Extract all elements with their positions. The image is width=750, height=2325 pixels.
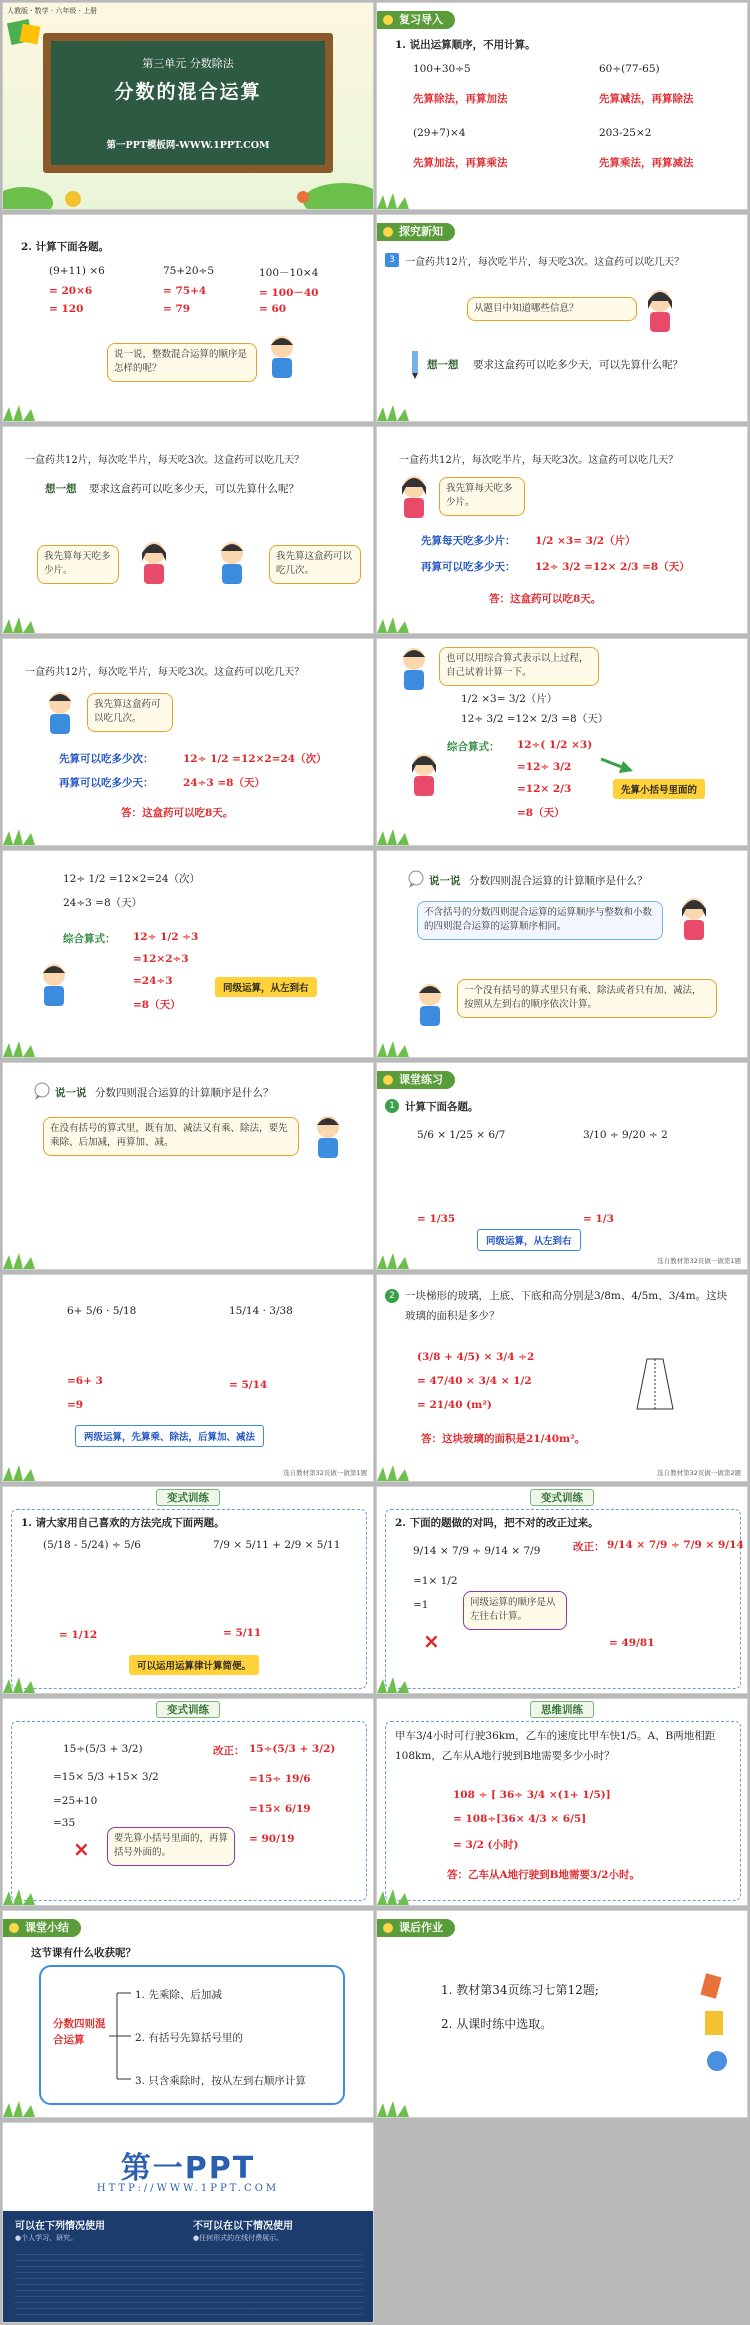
grass-icon — [377, 403, 411, 421]
empty-area — [376, 2122, 748, 2323]
combined-step-3: =8（天） — [517, 807, 565, 819]
calc-1-result: =9 — [67, 1399, 84, 1411]
slide-calc[interactable] — [2, 214, 374, 422]
girl-avatar-icon — [643, 287, 677, 333]
grass-icon — [3, 1675, 37, 1693]
think-label: 想一想 — [427, 359, 459, 371]
fix-line-0: 9/14 × 7/9 ÷ 7/9 × 9/14 — [607, 1539, 744, 1551]
answer: 答：乙车从A地行驶到B地需要3/2小时。 — [447, 1869, 640, 1881]
slide-think[interactable] — [2, 426, 374, 634]
calc-1-result: = 1/12 — [59, 1629, 98, 1641]
combined-step-2: =24÷3 — [133, 975, 173, 987]
section-tag: 课堂练习 — [377, 1071, 455, 1089]
lesson-title: 分数的混合运算 — [114, 81, 262, 103]
slide-practice-2[interactable] — [2, 1274, 374, 1482]
boy-avatar-icon — [311, 1113, 345, 1159]
rule-note: 同级运算，从左到右 — [215, 977, 317, 997]
section-tag: 变式训练 — [156, 1489, 220, 1506]
calc-1-line-0: (9+11) ×6 — [49, 265, 105, 277]
combined-step-0: 12÷( 1/2 ×3) — [517, 739, 593, 751]
speech-bubble-left: 我先算每天吃多少片。 — [37, 545, 119, 584]
boy-avatar-icon — [413, 981, 447, 1027]
unit-label: 第三单元 分数除法 — [142, 57, 234, 70]
answer-3: 先算加法，再算乘法 — [413, 157, 508, 169]
section-tag: 课堂小结 — [3, 1919, 81, 1937]
grass-icon — [377, 1675, 411, 1693]
wrong-line-0: 9/14 × 7/9 ÷ 9/14 × 7/9 — [413, 1545, 541, 1557]
section-tag: 变式训练 — [530, 1489, 594, 1506]
rule-bubble: 在没有括号的算式里，既有加、减法又有乘、除法，要先乘除、后加减，再算加、减。 — [43, 1117, 299, 1156]
step-1-label: 先算可以吃多少次： — [59, 753, 154, 765]
problem-text: 一盒药共12片，每次吃半片，每天吃3次。这盒药可以吃几天？ — [25, 667, 305, 678]
think-text: 要求这盒药可以吃多少天，可以先算什么呢？ — [473, 359, 683, 371]
grass-icon — [3, 1463, 37, 1481]
grass-icon — [377, 1463, 411, 1481]
speech-bubble: 要先算小括号里面的，再算括号外面的。 — [107, 1827, 235, 1866]
slide-method-1[interactable] — [376, 426, 748, 634]
slide-practice-3[interactable] — [376, 1274, 748, 1482]
wrong-line-1: =1× 1/2 — [413, 1575, 458, 1587]
question: 计算下面各题。 — [405, 1101, 479, 1113]
rule-note: 两级运算，先算乘、除法，后算加、减法 — [75, 1425, 264, 1447]
boy-avatar-icon — [397, 645, 431, 691]
cannot-use-desc: ●任何形式的在线付费展示。 — [193, 2234, 284, 2242]
section-tag: 复习导入 — [377, 11, 455, 29]
calc-2-expr: 3/10 ÷ 9/20 ÷ 2 — [583, 1129, 668, 1141]
calc-1-expr: 6+ 5/6 · 5/18 — [67, 1305, 137, 1317]
problem-text: 甲车3/4小时可行驶36km，乙车的速度比甲车快1/5。A、B两地相距108km，乙车从A地行驶到B地需要多少小时？ — [395, 1730, 716, 1762]
problem-number: 3 — [385, 253, 399, 267]
think-text: 要求这盒药可以吃多少天，可以先算什么呢？ — [89, 483, 299, 495]
fix-label: 改正： — [213, 1745, 245, 1757]
formula-1: 12÷ 1/2 =12×2=24（次） — [63, 873, 201, 885]
question: 这节课有什么收获呢？ — [31, 1947, 136, 1959]
calc-2-result: = 1/3 — [583, 1213, 614, 1225]
rule-bubble-1: 不含括号的分数四则混合运算的运算顺序与整数和小数的四则混合运算的运算顺序相同。 — [417, 901, 663, 940]
step-2-formula: 12÷ 3/2 =12× 2/3 =8（天） — [535, 561, 690, 573]
problem-text: 一块梯形的玻璃，上底、下底和高分别是3/8m、4/5m、3/4m。这块玻璃的面积是多少？ — [405, 1290, 728, 1322]
calc-2-line-1: = 75+4 — [163, 285, 207, 297]
calc-1-result: = 1/35 — [417, 1213, 456, 1225]
speech-bubble: 说一说，整数混合运算的顺序是怎样的呢？ — [107, 343, 257, 382]
grass-icon — [3, 1887, 37, 1905]
slide-explore[interactable] — [376, 214, 748, 422]
publisher-label: 人教版 · 数学 · 六年级 · 上册 — [7, 7, 98, 15]
summary-center: 分数四则混合运算 — [53, 2018, 106, 2046]
fix-label: 改正： — [573, 1541, 605, 1553]
slide-say-1[interactable] — [376, 850, 748, 1058]
calc-2-expr: 7/9 × 5/11 + 2/9 × 5/11 — [213, 1539, 341, 1551]
slide-cover[interactable] — [2, 2, 374, 210]
fix-line-3: = 90/19 — [249, 1833, 295, 1845]
calc-2-expr: 15/14 · 3/38 — [229, 1305, 293, 1317]
combined-label: 综合算式： — [447, 741, 500, 753]
wrong-line-0: 15÷(5/3 + 3/2) — [63, 1743, 143, 1755]
answer: 答：这盒药可以吃8天。 — [121, 807, 234, 819]
calc-1-line-1: = 20×6 — [49, 285, 93, 297]
fix-line-1: =15÷ 19/6 — [249, 1773, 311, 1785]
grass-icon — [3, 615, 37, 633]
question: 2. 计算下面各题。 — [21, 241, 110, 253]
grass-icon — [3, 827, 37, 845]
calc-2-line-2: = 79 — [163, 303, 191, 315]
formula-2: 24÷3 =8（天） — [63, 897, 143, 909]
speech-bubble: 从题目中知道哪些信息？ — [467, 297, 637, 321]
fix-line-2: =15× 6/19 — [249, 1803, 311, 1815]
ppt-logo: 第一PPT — [120, 2151, 256, 2186]
slide-variant-1[interactable] — [2, 1486, 374, 1694]
formula-1: (3/8 + 4/5) × 3/4 ÷2 — [417, 1351, 535, 1363]
grass-icon — [3, 403, 37, 421]
expr-2: 60÷(77-65) — [599, 63, 660, 75]
step-1-formula: 1/2 ×3= 3/2（片） — [535, 535, 636, 547]
grass-icon — [377, 1251, 411, 1269]
site-label: 第一PPT模板网-WWW.1PPT.COM — [106, 140, 270, 151]
section-tag: 思维训练 — [530, 1701, 594, 1718]
arrow-icon — [599, 755, 635, 775]
expr-1: 100+30÷5 — [413, 63, 471, 75]
grass-icon — [377, 191, 411, 209]
cannot-use-title: 不可以在以下情况使用 — [193, 2221, 293, 2232]
boy-avatar-icon — [265, 333, 299, 379]
grass-icon — [3, 1039, 37, 1057]
girl-avatar-icon — [407, 751, 441, 797]
problem-text: 一盒药共12片，每次吃半片，每天吃3次。这盒药可以吃几天？ — [405, 257, 685, 268]
boy-avatar-icon — [215, 539, 249, 585]
speech-bubble: 我先算每天吃多少片。 — [439, 477, 525, 516]
homework-item-2: 2. 从课时练中选取。 — [441, 2017, 553, 2031]
credits-links — [15, 2249, 363, 2319]
step-2-label: 再算可以吃多少天： — [59, 777, 154, 789]
grass-icon — [377, 827, 411, 845]
combined-step-3: =8（天） — [133, 999, 181, 1011]
say-label: 说一说 — [55, 1087, 87, 1099]
answer-2: 先算减法，再算除法 — [599, 93, 694, 105]
summary-item-3: 3. 只含乘除时，按从左到右顺序计算 — [135, 2075, 306, 2087]
footnote: 选自教材第32页做一做第1题 — [657, 1257, 741, 1265]
answer-4: 先算乘法，再算减法 — [599, 157, 694, 169]
rule-note: 先算小括号里面的 — [613, 779, 705, 799]
combined-step-2: =12× 2/3 — [517, 783, 572, 795]
wrong-line-2: =25+10 — [53, 1795, 98, 1807]
slide-review[interactable] — [376, 2, 748, 210]
calc-2-result: = 5/14 — [229, 1379, 268, 1391]
pencil-icon — [407, 349, 423, 379]
chat-icon — [33, 1081, 51, 1101]
rule-bubble-2: 一个没有括号的算式里只有乘、除法或者只有加、减法，按照从左到右的顺序依次计算。 — [457, 979, 717, 1018]
formula-3: = 3/2 (小时) — [453, 1839, 519, 1851]
can-use-title: 可以在下列情况使用 — [15, 2221, 105, 2232]
answer-1: 先算除法，再算加法 — [413, 93, 508, 105]
combined-step-0: 12÷ 1/2 ÷3 — [133, 931, 199, 943]
formula-3: = 21/40 (m²) — [417, 1399, 492, 1411]
boy-avatar-icon — [43, 689, 77, 735]
formula-1: 1/2 ×3= 3/2（片） — [461, 693, 558, 705]
formula-2: 12÷ 3/2 =12× 2/3 =8（天） — [461, 713, 609, 725]
speech-bubble-right: 我先算这盒药可以吃几次。 — [269, 545, 361, 584]
slide-summary[interactable] — [2, 1910, 374, 2118]
combined-label: 综合算式： — [63, 933, 116, 945]
fix-line-0: 15÷(5/3 + 3/2) — [249, 1743, 336, 1755]
slide-homework[interactable] — [376, 1910, 748, 2118]
speech-bubble: 也可以用综合算式表示以上过程，自己试着计算一下。 — [439, 647, 599, 686]
answer: 答：这块玻璃的面积是21/40m²。 — [421, 1433, 586, 1445]
bracket-connector — [107, 1981, 133, 2091]
step-2-formula: 24÷3 =8（天） — [183, 777, 265, 789]
rule-note: 可以运用运算律计算简便。 — [129, 1655, 259, 1675]
calc-1-line-2: = 120 — [49, 303, 84, 315]
rule-note: 同级运算，从左到右 — [477, 1229, 581, 1251]
summary-item-1: 1. 先乘除、后加减 — [135, 1989, 222, 2001]
slide-thinking[interactable] — [376, 1698, 748, 1906]
speech-bubble: 同级运算的顺序是从左往右计算。 — [463, 1591, 567, 1630]
section-tag: 变式训练 — [156, 1701, 220, 1718]
slide-variant-3[interactable] — [2, 1698, 374, 1906]
calc-2-line-0: 75+20÷5 — [163, 265, 214, 277]
formula-1: 108 ÷ [ 36÷ 3/4 ×(1+ 1/5)] — [453, 1789, 611, 1801]
girl-avatar-icon — [397, 473, 431, 519]
say-label: 说一说 — [429, 875, 461, 887]
plants-decoration — [3, 169, 374, 209]
calc-1-expr: 5/6 × 1/25 × 6/7 — [417, 1129, 506, 1141]
problem-text: 一盒药共12片，每次吃半片，每天吃3次。这盒药可以吃几天？ — [25, 455, 305, 466]
question: 分数四则混合运算的计算顺序是什么？ — [469, 875, 648, 887]
fix-line-1: = 49/81 — [609, 1637, 655, 1649]
combined-step-1: =12×2÷3 — [133, 953, 189, 965]
formula-2: = 108÷[36× 4/3 × 6/5] — [453, 1813, 587, 1825]
slide-practice-1[interactable] — [376, 1062, 748, 1270]
grass-icon — [377, 1039, 411, 1057]
step-1-formula: 12÷ 1/2 =12×2=24（次） — [183, 753, 327, 765]
section-tag: 探究新知 — [377, 223, 455, 241]
question: 1. 说出运算顺序，不用计算。 — [395, 39, 536, 51]
grass-icon — [377, 615, 411, 633]
think-label: 想一想 — [45, 483, 77, 495]
slide-method-2[interactable] — [2, 638, 374, 846]
homework-item-1: 1. 教材第34页练习七第12题; — [441, 1983, 599, 1997]
wrong-mark-icon: × — [73, 1837, 90, 1861]
trapezoid-diagram — [633, 1353, 677, 1417]
grass-icon — [3, 1251, 37, 1269]
slide-variant-2[interactable] — [376, 1486, 748, 1694]
girl-avatar-icon — [137, 539, 171, 585]
number-badge: 2 — [385, 1289, 399, 1303]
ppt-url: HTTP://WWW.1PPT.COM — [96, 2183, 280, 2194]
calc-2-result: = 5/11 — [223, 1627, 262, 1639]
problem-text: 一盒药共12片，每次吃半片，每天吃3次。这盒药可以吃几天？ — [399, 455, 679, 466]
school-supplies-icon — [697, 1971, 737, 2091]
can-use-desc: ●个人学习、研究。 — [15, 2234, 78, 2242]
step-2-label: 再算可以吃多少天： — [421, 561, 516, 573]
calc-1-step: =6+ 3 — [67, 1375, 103, 1387]
combined-step-1: =12÷ 3/2 — [517, 761, 572, 773]
slide-say-2[interactable] — [2, 1062, 374, 1270]
grass-icon — [377, 1887, 411, 1905]
boy-avatar-icon — [37, 961, 71, 1007]
slide-credits[interactable] — [2, 2122, 374, 2323]
summary-item-2: 2. 有括号先算括号里的 — [135, 2032, 243, 2044]
slide-combined-2[interactable] — [2, 850, 374, 1058]
question: 1. 请大家用自己喜欢的方法完成下面两题。 — [21, 1517, 225, 1529]
girl-avatar-icon — [677, 895, 711, 941]
formula-2: = 47/40 × 3/4 × 1/2 — [417, 1375, 532, 1387]
calc-3-line-1: = 100－40 — [259, 287, 319, 299]
wrong-line-1: =15× 5/3 +15× 3/2 — [53, 1771, 159, 1783]
calc-1-expr: (5/18 - 5/24) ÷ 5/6 — [43, 1539, 141, 1551]
number-badge: 1 — [385, 1099, 399, 1113]
calc-3-line-0: 100－10×4 — [259, 267, 319, 279]
grass-icon — [377, 2099, 411, 2117]
wrong-line-2: =1 — [413, 1599, 429, 1611]
speech-bubble: 我先算这盒药可以吃几次。 — [87, 693, 173, 732]
footnote: 选自教材第32页做一做第1题 — [283, 1469, 367, 1477]
chalkboard — [43, 33, 333, 173]
question: 分数四则混合运算的计算顺序是什么？ — [95, 1087, 274, 1099]
expr-3: (29+7)×4 — [413, 127, 466, 139]
wrong-mark-icon: × — [423, 1629, 440, 1653]
section-tag: 课后作业 — [377, 1919, 455, 1937]
step-1-label: 先算每天吃多少片： — [421, 535, 516, 547]
slide-combined-1[interactable] — [376, 638, 748, 846]
grass-icon — [3, 2099, 37, 2117]
question: 2. 下面的题做的对吗，把不对的改正过来。 — [395, 1517, 599, 1529]
answer: 答：这盒药可以吃8天。 — [489, 593, 602, 605]
wrong-line-3: =35 — [53, 1817, 76, 1829]
calc-3-line-2: = 60 — [259, 303, 287, 315]
expr-4: 203-25×2 — [599, 127, 652, 139]
chat-icon — [407, 869, 425, 889]
footnote: 选自教材第32页做一做第2题 — [657, 1469, 741, 1477]
